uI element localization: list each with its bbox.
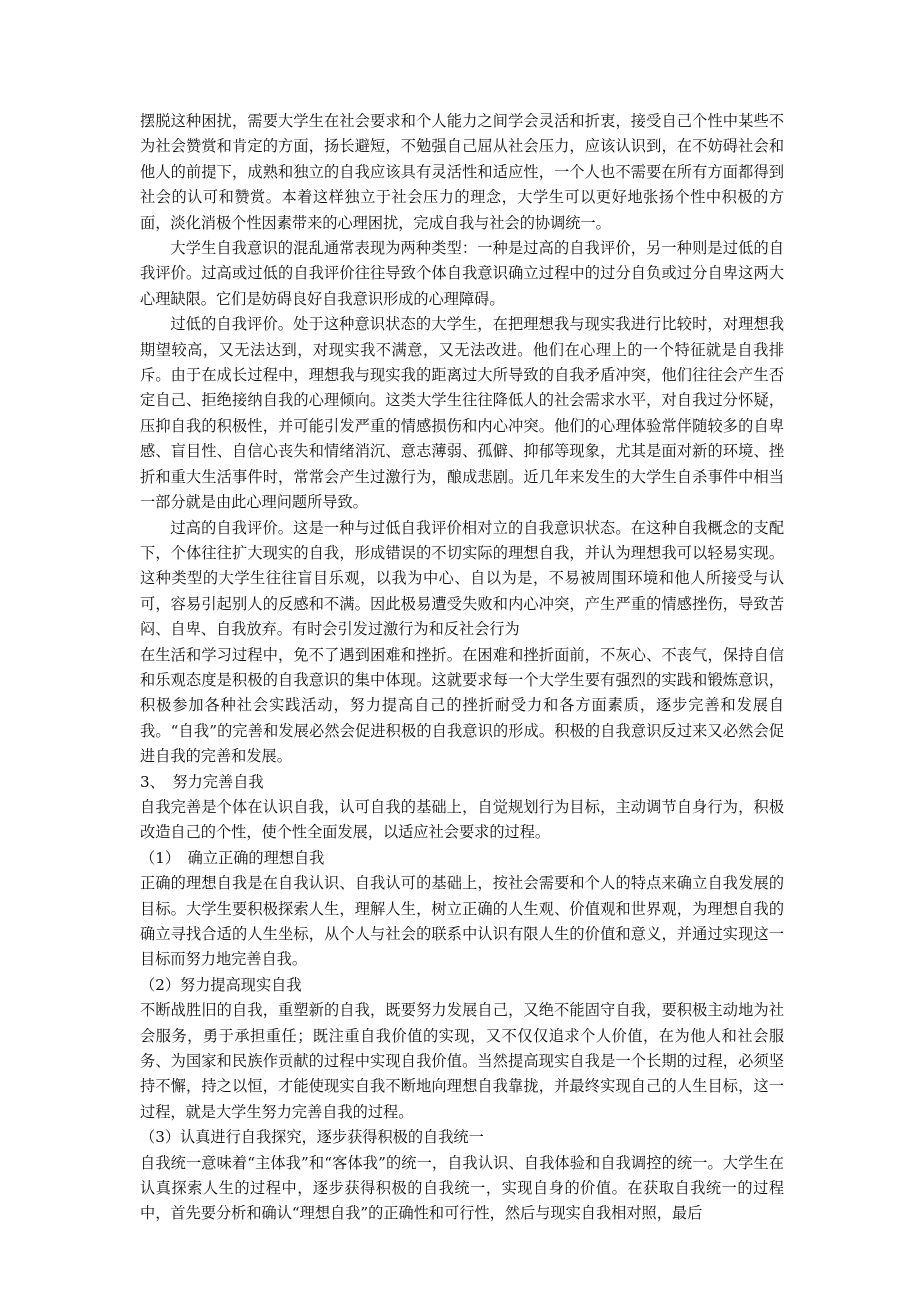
subsection-heading: （1） 确立正确的理想自我 <box>140 848 325 867</box>
paragraph: 正确的理想自我是在自我认识、自我认可的基础上，按社会需要和个人的特点来确立自我发展的目标。大学生要积极探索人生，理解人生，树立正确的人生观、价值观和世界观，为理想自我的确立寻找合适的人生坐标，从个人与社会的联系中认识有限人生的价值和意义，并通过实现这一目标而努力地完善自我。 <box>140 874 784 969</box>
paragraph: 自我统一意味着“主体我”和“客体我”的统一，自我认识、自我体验和自我调控的统一。大学生在认真探索人生的过程中，逐步获得积极的自我统一，实现自身的价值。在获取自我统一的过程中，首先要分析和确认“理想自我”的正确性和可行性，然后与现实自我相对照，最后 <box>140 1153 784 1223</box>
paragraph: 在生活和学习过程中，免不了遇到困难和挫折。在困难和挫折面前，不灰心、不丧气，保持自信和乐观态度是积极的自我意识的集中体现。这就要求每一个大学生要有强烈的实践和锻炼意识，积极参加各种社会实践活动，努力提高自己的挫折耐受力和各方面素质，逐步完善和发展自我。“自我”的完善和发展必然会促进积极的自我意识的形成。积极的自我意识反过来又必然会促进自我的完善和发展。 <box>140 645 784 766</box>
paragraph: 自我完善是个体在认识自我，认可自我的基础上，自觉规划行为目标，主动调节自身行为，积极改造自己的个性，使个性全面发展，以适应社会要求的过程。 <box>140 797 784 842</box>
section-heading: 3、 努力完善自我 <box>140 772 264 791</box>
subsection-heading: （2）努力提高现实自我 <box>140 975 302 994</box>
paragraph: 过低的自我评价。处于这种意识状态的大学生，在把理想我与现实我进行比较时，对理想我期望较高，又无法达到，对现实我不满意，又无法改进。他们在心理上的一个特征就是自我排斥。由于在成长过程中，理想我与现实我的距离过大所导致的自我矛盾冲突，他们往往会产生否定自己、拒绝接纳自我的心理倾向。这类大学生往往降低人的社会需求水平，对自我过分怀疑，压抑自我的积极性，并可能引发严重的情感损伤和内心冲突。他们的心理体验常伴随较多的自卑感、盲目性、自信心丧失和情绪消沉、意志薄弱、孤僻、抑郁等现象，尤其是面对新的环境、挫折和重大生活事件时，常常会产生过激行为，酿成悲剧。近几年来发生的大学生自杀事件中相当一部分就是由此心理问题所导致。 <box>140 315 784 512</box>
paragraph: 摆脱这种困扰，需要大学生在社会要求和个人能力之间学会灵活和折衷，接受自己个性中某些不为社会赞赏和肯定的方面，扬长避短，不勉强自己屈从社会压力，应该认识到，在不妨碍社会和他人的前提下，成熟和独立的自我应该具有灵活性和适应性，一个人也不需要在所有方面都得到社会的认可和赞赏。本着这样独立于社会压力的理念，大学生可以更好地张扬个性中积极的方面，淡化消极个性因素带来的心理困扰，完成自我与社会的协调统一。 <box>140 112 784 232</box>
subsection-heading: （3）认真进行自我探究，逐步获得积极的自我统一 <box>140 1128 484 1147</box>
paragraph: 不断战胜旧的自我，重塑新的自我，既要努力发展自己，又绝不能固守自我，要积极主动地为社会服务，勇于承担重任；既注重自我价值的实现，又不仅仅追求个人价值，在为他人和社会服务、为国家和民族作贡献的过程中实现自我价值。当然提高现实自我是一个长期的过程，必须坚持不懈，持之以恒，才能使现实自我不断地向理想自我靠拢，并最终实现自己的人生目标，这一过程，就是大学生努力完善自我的过程。 <box>140 1001 784 1121</box>
paragraph: 过高的自我评价。这是一种与过低自我评价相对立的自我意识状态。在这种自我概念的支配下，个体往往扩大现实的自我，形成错误的不切实际的理想自我，并认为理想我可以轻易实现。这种类型的大学生往往盲目乐观，以我为中心、自以为是，不易被周围环境和他人所接受与认可，容易引起别人的反感和不满。因此极易遭受失败和内心冲突，产生严重的情感挫伤，导致苦闷、自卑、自我放弃。有时会引发过激行为和反社会行为 <box>140 518 784 639</box>
paragraph: 大学生自我意识的混乱通常表现为两种类型：一种是过高的自我评价，另一种则是过低的自我评价。过高或过低的自我评价往往导致个体自我意识确立过程中的过分自负或过分自卑这两大心理缺限。它们是妨碍良好自我意识形成的心理障碍。 <box>140 239 784 308</box>
document-page <box>140 109 784 1227</box>
